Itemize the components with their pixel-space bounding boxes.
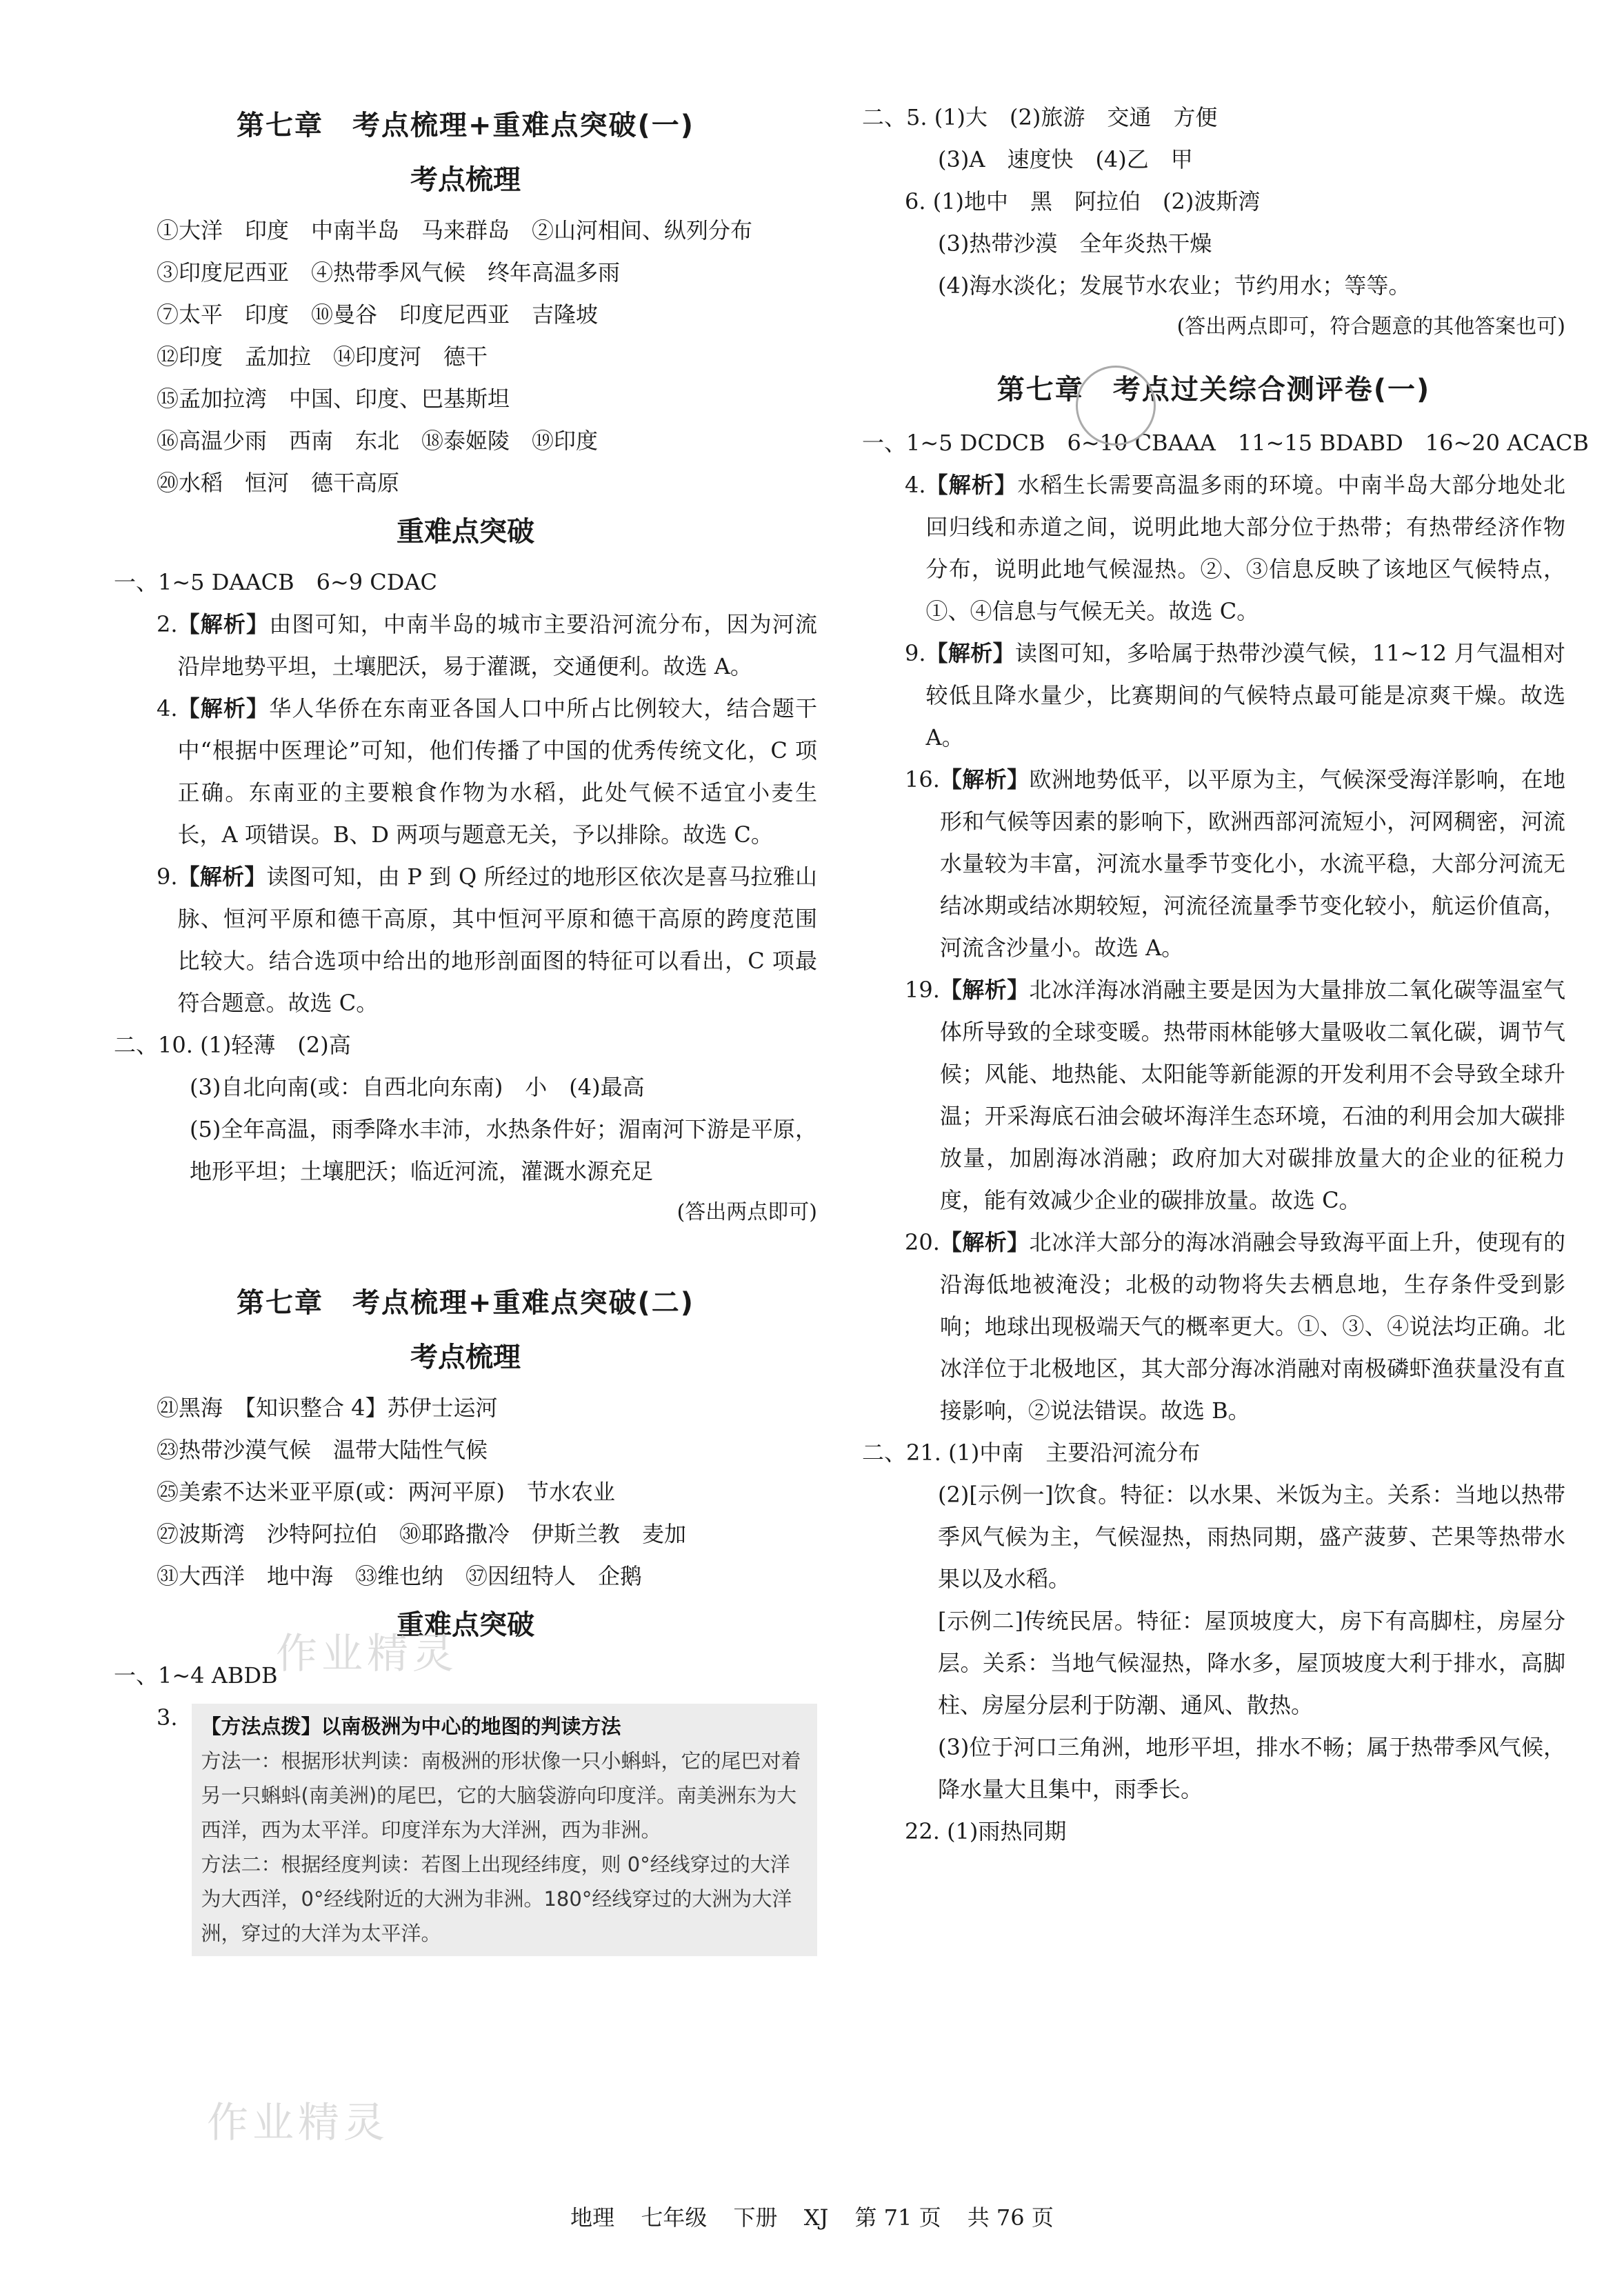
answer-line: ⑯高温少雨 西南 东北 ⑱泰姬陵 ⑲印度 [157,428,599,454]
answer-line: 一、1~5 DAACB 6~9 CDAC [114,569,438,595]
answer-line: ㉗波斯湾 沙特阿拉伯 ㉚耶路撒冷 伊斯兰教 麦加 [157,1521,687,1547]
answer-paragraph: (2)[示例一]饮食。特征：以水果、米饭为主。关系：当地以热带季风气候为主，气候湿热，雨热同期，盛产菠萝、芒果等热带水果以及水稻。 [938,1482,1565,1592]
answer-paragraph: (3)位于河口三角洲，地形平坦，排水不畅；属于热带季风气候，降水量大且集中，雨季长。 [938,1734,1565,1802]
answer-paragraph: (5)全年高温，雨季降水丰沛，水热条件好；湄南河下游是平原，地形平坦；土壤肥沃；临近河流，灌溉水源充足 [190,1116,817,1184]
footer-grade: 七年级 [641,2204,708,2231]
page-footer [0,2200,1624,2232]
subsection-title: 考点梳理 [410,164,521,196]
method-box: 【方法点拨】以南极洲为中心的地图的判读方法 方法一：根据形状判读：南极洲的形状像一只小蝌蚪，它的尾巴对着另一只蝌蚪(南美洲)的尾巴，它的大脑袋游向印度洋。南美洲东为大西洋，西为太平洋。印度洋东为大洋洲，西为非洲。 方法二：根据经度判读：若图上出现经纬度，则 0°经线穿过的大洋为大西洋，0°经线附近的大洲为非洲。180°经线穿过的大洲为大洋洲，穿过的大洋为太平洋。 [192,1704,817,1956]
analysis-item: 9. 【解析】读图可知，多哈属于热带沙漠气候，11~12 月气温相对较低且降水量少，比赛期间的气候特点最可能是凉爽干燥。故选 A。 [905,640,1565,750]
section-title: 第七章 考点梳理+重难点突破(二) [236,1287,695,1319]
section-title: 第七章 考点过关综合测评卷(一) [996,374,1431,406]
answer-line: 6. (1)地中 黑 阿拉伯 (2)波斯湾 [905,188,1261,215]
analysis-item: 2. 【解析】由图可知，中南半岛的城市主要沿河流分布，因为河流沿岸地势平坦，土壤肥沃，易于灌溉，交通便利。故选 A。 [157,611,817,679]
answer-line: ⑳水稻 恒河 德干高原 [157,470,400,496]
watermark: 作业精灵 [207,2099,389,2147]
answer-note: (答出两点即可，符合题意的其他答案也可) [1176,315,1565,339]
answer-note: (答出两点即可) [676,1200,817,1224]
answer-line: (3)A 速度快 (4)乙 甲 [938,146,1193,172]
answer-line: 22. (1)雨热同期 [905,1818,1067,1844]
subsection-title: 重难点突破 [397,1609,534,1641]
stamp-logo [1076,366,1156,446]
answer-line: ㉛大西洋 地中海 ㉝维也纳 ㊲因纽特人 企鹅 [157,1563,643,1589]
analysis-item: 9. 【解析】读图可知，由 P 到 Q 所经过的地形区依次是喜马拉雅山脉、恒河平原和德干高原，其中恒河平原和德干高原的跨度范围比较大。结合选项中给出的地形剖面图的特征可以看出，C 项最符合题意。故选 C。 [157,864,817,1016]
answer-line: ㉕美索不达米亚平原(或：两河平原) 节水农业 [157,1479,615,1505]
analysis-item: 4. 【解析】水稻生长需要高温多雨的环境。中南半岛大部分地处北回归线和赤道之间，说明此地大部分位于热带；有热带经济作物分布，说明此地气候湿热。②、③信息反映了该地区气候特点，①、④信息与气候无关。故选 C。 [905,472,1565,624]
footer-edition: XJ [803,2204,829,2231]
subsection-title: 重难点突破 [397,516,534,548]
answer-line: ③印度尼西亚 ④热带季风气候 终年高温多雨 [157,259,621,286]
answer-line: (3)自北向南(或：自西北向东南) 小 (4)最高 [190,1074,645,1100]
footer-subject: 地理 [570,2204,615,2231]
answer-line: ㉓热带沙漠气候 温带大陆性气候 [157,1437,488,1463]
method-item: 3. 【方法点拨】以南极洲为中心的地图的判读方法 方法一：根据形状判读：南极洲的形状像一只小蝌蚪，它的尾巴对着另一只蝌蚪(南美洲)的尾巴，它的大脑袋游向印度洋。南美洲东为大西洋，西为太平洋。印度洋东为大洋洲，西为非洲。 方法二：根据经度判读：若图上出现经纬度，则 0°经线穿过的大洋为大西洋，0°经线附近的大洲为非洲。180°经线穿过的大洲为大洋洲，穿过的大洋为太平洋。 [114,1697,817,1956]
answer-line: 一、1~5 DCDCB 6~10 CBAAA 11~15 BDABD 16~20 ACACB [862,430,1589,456]
answer-line: ⑫印度 孟加拉 ⑭印度河 德干 [157,343,488,370]
section-title: 第七章 考点梳理+重难点突破(一) [236,110,695,141]
answer-line: ㉑黑海 【知识整合 4】苏伊士运河 [157,1395,498,1421]
answer-paragraph: [示例二]传统民居。特征：屋顶坡度大，房下有高脚柱，房屋分层。关系：当地气候湿热，降水多，屋顶坡度大利于排水，高脚柱、房屋分层利于防潮、通风、散热。 [938,1608,1565,1718]
subsection-title: 考点梳理 [410,1342,521,1373]
answer-line: 二、21. (1)中南 主要沿河流分布 [862,1440,1201,1466]
footer-volume: 下册 [733,2204,778,2231]
left-column [114,97,817,1956]
answer-line: 二、10. (1)轻薄 (2)高 [114,1032,351,1058]
analysis-item: 19. 【解析】北冰洋海冰消融主要是因为大量排放二氧化碳等温室气体所导致的全球变暖。热带雨林能够大量吸收二氧化碳，调节气候；风能、地热能、太阳能等新能源的开发利用不会导致全球升温；开采海底石油会破坏海洋生态环境，石油的利用会加大碳排放量，加剧海冰消融；政府加大对碳排放量大的企业的征税力度，能有效减少企业的碳排放量。故选 C。 [905,977,1565,1213]
answer-line: 一、1~4 ABDB [114,1662,278,1689]
right-column [862,97,1589,1853]
analysis-item: 4. 【解析】华人华侨在东南亚各国人口中所占比例较大，结合题干中“根据中医理论”可知，他们传播了中国的优秀传统文化，C 项正确。东南亚的主要粮食作物为水稻，此处气候不适宜小麦生长，A 项错误。B、D 两项与题意无关，予以排除。故选 C。 [157,695,817,848]
answer-line: 二、5. (1)大 (2)旅游 交通 方便 [862,104,1218,130]
answer-line: (3)热带沙漠 全年炎热干燥 [938,230,1212,257]
answer-line: (4)海水淡化；发展节水农业；节约用水；等等。 [938,272,1411,299]
watermark: 作业精灵 [276,1630,458,1678]
footer-total: 共 76 页 [967,2204,1054,2231]
footer-page: 第 71 页 [854,2204,941,2231]
analysis-item: 16. 【解析】欧洲地势低平，以平原为主，气候深受海洋影响，在地形和气候等因素的影响下，欧洲西部河流短小，河网稠密，河流水量较为丰富，河流水量季节变化小，水流平稳，大部分河流无结冰期或结冰期较短，河流径流量季节变化较小，航运价值高，河流含沙量小。故选 A。 [905,766,1565,961]
answer-line: ①大洋 印度 中南半岛 马来群岛 ②山河相间、纵列分布 [157,217,753,243]
analysis-item: 20. 【解析】北冰洋大部分的海冰消融会导致海平面上升，使现有的沿海低地被淹没；北极的动物将失去栖息地，生存条件受到影响；地球出现极端天气的概率更大。①、③、④说法均正确。北冰洋位于北极地区，其大部分海冰消融对南极磷虾渔获量没有直接影响，②说法错误。故选 B。 [905,1229,1565,1424]
answer-line: ⑮孟加拉湾 中国、印度、巴基斯坦 [157,386,510,412]
answer-line: ⑦太平 印度 ⑩曼谷 印度尼西亚 吉隆坡 [157,301,599,328]
